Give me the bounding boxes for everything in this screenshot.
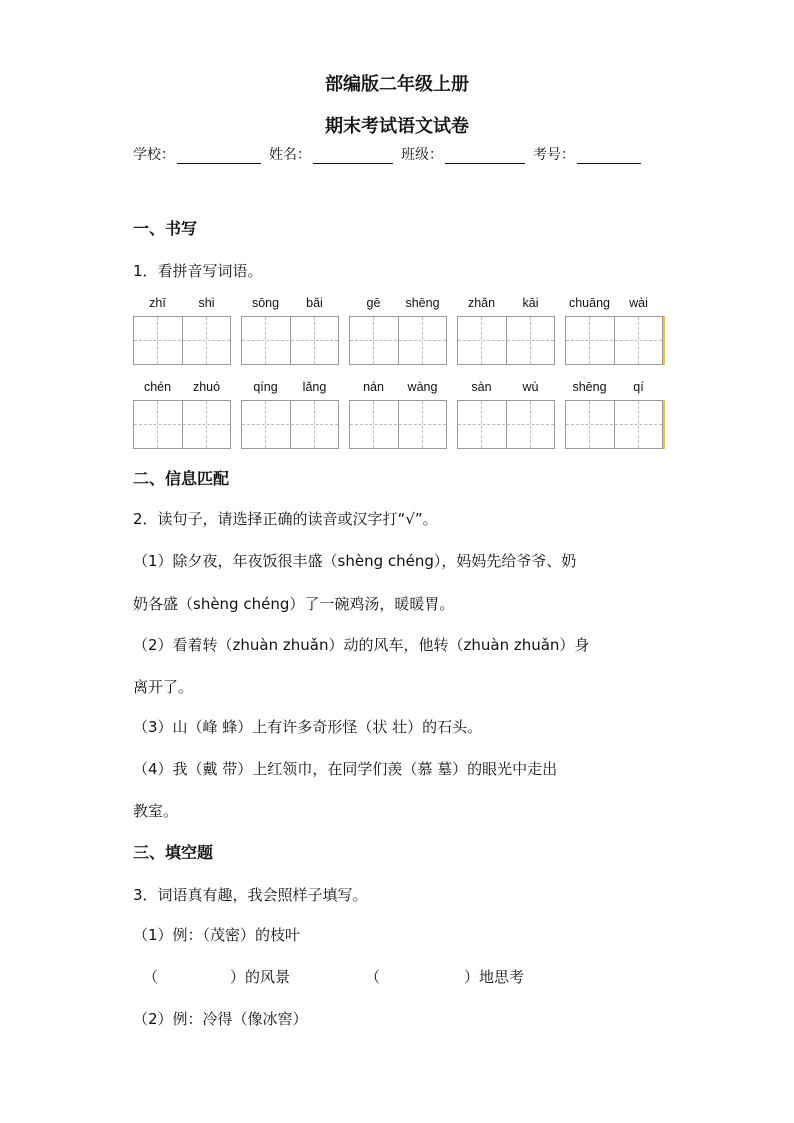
question-2-line: 离开了。 [133,678,194,696]
name-blank[interactable] [313,149,393,164]
paren-open: （ [365,968,381,986]
word-box [241,380,339,450]
question-2-line: （2）看着转（zhuàn zhuǎn）动的风车，他转（zhuàn zhuǎn）身 [133,636,590,654]
word-box [133,380,231,450]
pinyin-text: chuāng [568,296,610,310]
tianzige-grid[interactable] [133,316,231,365]
exam-title-line2: 期末考试语文试卷 [325,116,469,137]
pinyin-text: wàng [407,380,438,394]
section-heading-matching: 二、信息匹配 [133,469,230,488]
tianzige-grid[interactable] [241,400,339,449]
tianzige-grid[interactable] [457,400,555,449]
example-1: （1）例：（茂密）的枝叶 [133,926,301,944]
question-2: 2．读句子，请选择正确的读音或汉字打“√”。 [133,510,438,528]
fill-blank-b[interactable] [365,966,524,987]
pinyin-row-1 [133,296,665,366]
tianzige-grid[interactable] [241,316,339,365]
section-heading-fill: 三、填空题 [133,843,214,862]
pinyin-text: nán [363,380,384,394]
fill-a-suffix: ）的风景 [230,968,291,986]
pinyin-text: zhuó [192,380,221,394]
pinyin-text: sōng [251,296,280,310]
pinyin-text: zhǎn [467,296,496,310]
tianzige-grid[interactable] [565,316,663,365]
exam-title-line1: 部编版二年级上册 [325,74,469,95]
section-heading-writing: 一、书写 [133,219,198,238]
question-3: 3．词语真有趣，我会照样子填写。 [133,886,368,904]
example-2: （2）例：冷得（像冰窖） [133,1010,308,1028]
word-box [241,296,339,366]
pinyin-text: chén [143,380,172,394]
pinyin-text: qí [633,380,644,394]
tianzige-grid[interactable] [349,400,447,449]
paren-open: （ [143,968,159,986]
tianzige-grid[interactable] [133,400,231,449]
word-box [565,380,663,450]
school-label: 学校： [133,147,175,163]
word-box [349,380,447,450]
pinyin-row-2 [133,380,665,450]
question-2-line: 奶各盛（shèng chéng）了一碗鸡汤，暖暖胃。 [133,595,455,613]
word-box [349,296,447,366]
pinyin-text: gē [366,296,381,310]
fill-b-suffix: ）地思考 [464,968,525,986]
word-box [457,380,555,450]
pinyin-text: qíng [253,380,278,394]
word-box [457,296,555,366]
pinyin-text: kāi [522,296,539,310]
pinyin-text: sàn [471,380,492,394]
exam-number-label: 考号： [533,147,575,163]
pinyin-text: bǎi [306,296,323,310]
question-2-line: 教室。 [133,802,179,820]
pinyin-text: shēng [572,380,607,394]
name-label: 姓名： [269,147,311,163]
tianzige-grid[interactable] [349,316,447,365]
question-2-line: （4）我（戴 带）上红领巾，在同学们羡（慕 墓）的眼光中走出 [133,760,558,778]
pinyin-text: shi [198,296,215,310]
fill-blank-a[interactable] [143,966,290,987]
question-1: 1．看拼音写词语。 [133,262,263,280]
margin-mark [663,316,665,365]
tianzige-grid[interactable] [457,316,555,365]
school-blank[interactable] [177,149,261,164]
pinyin-text: zhī [149,296,166,310]
tianzige-grid[interactable] [565,400,663,449]
class-label: 班级： [401,147,443,163]
student-info-line [133,144,661,164]
pinyin-text: shēng [405,296,440,310]
exam-number-blank[interactable] [577,149,641,164]
class-blank[interactable] [445,149,525,164]
word-box [133,296,231,366]
pinyin-text: wù [522,380,539,394]
pinyin-text: lǎng [302,380,327,394]
margin-mark [663,400,665,449]
word-box [565,296,663,366]
pinyin-text: wài [629,296,648,310]
question-2-line: （3）山（峰 蜂）上有许多奇形怪（状 壮）的石头。 [133,718,483,736]
question-2-line: （1）除夕夜，年夜饭很丰盛（shèng chéng），妈妈先给爷爷、奶 [133,552,577,570]
